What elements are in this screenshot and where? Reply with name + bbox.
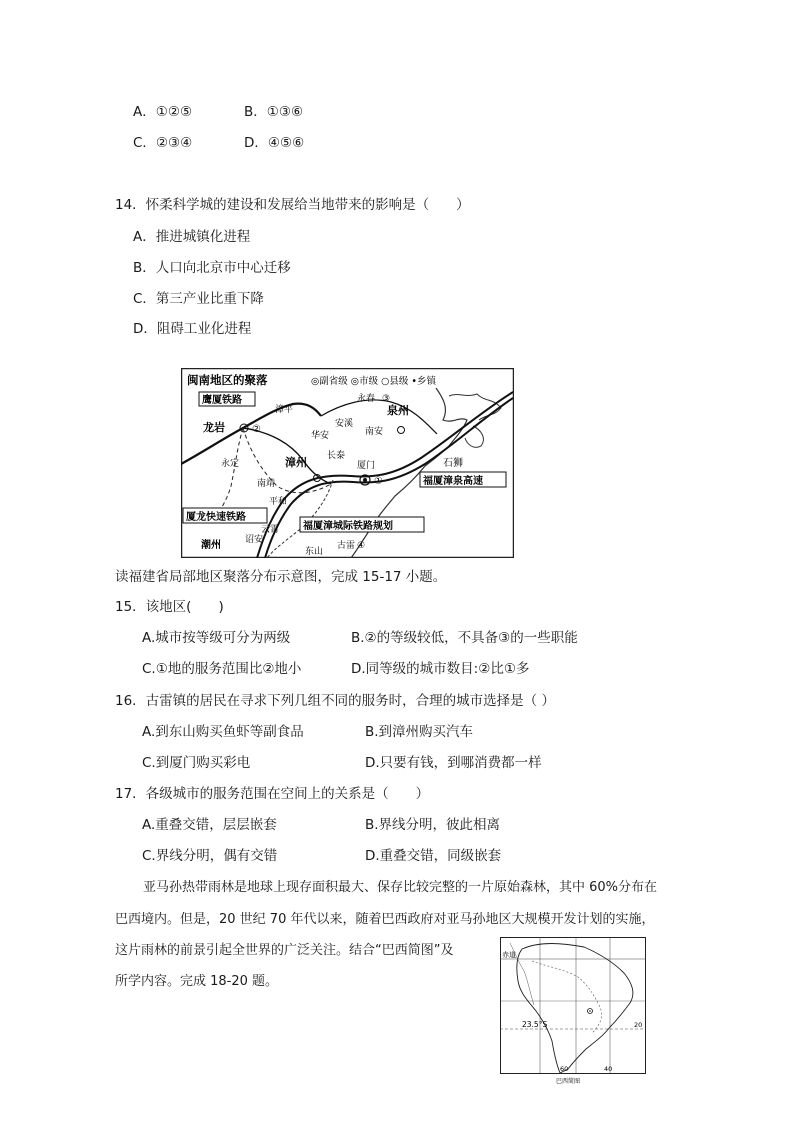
q13-option-c: C．②③④ (133, 135, 193, 151)
brazil-sketch-map (500, 937, 646, 1085)
label-highway: 福厦漳泉高速 (423, 476, 483, 487)
label-equator: 赤道 (502, 951, 516, 959)
place-huaan: 华安 (311, 431, 330, 441)
q17-option-d: D.重叠交错，同级嵌套 (365, 848, 502, 864)
map-caption: 巴西简图 (556, 1078, 581, 1085)
q16-stem: 16．古雷镇的居民在寻求下列几组不同的服务时，合理的城市选择是（ ） (115, 693, 555, 709)
intro-15-17: 读福建省局部地区聚落分布示意图，完成 15-17 小题。 (115, 569, 447, 585)
map-legend: ◎副省级 ◎市级 ○县级 •乡镇 (311, 376, 437, 387)
q13-option-a: A．①②⑤ (133, 104, 193, 120)
q17-stem: 17．各级城市的服务范围在空间上的关系是（ ） (115, 786, 430, 802)
place-zhangzhou: 漳州 (285, 456, 307, 469)
place-chaozhou: 潮州 (201, 540, 221, 551)
place-gulei: 古雷 (337, 541, 356, 551)
place-nanjing: 南靖 (257, 479, 276, 489)
place-quanzhou: 泉州 (387, 404, 409, 417)
place-dongshan: 东山 (305, 547, 324, 557)
q17-option-c: C.界线分明，偶有交错 (142, 848, 278, 864)
place-pinghe: 平和 (269, 497, 288, 507)
place-anxi: 安溪 (335, 419, 354, 429)
marker-1: ① (374, 476, 383, 487)
place-longyan: 龙岩 (203, 421, 225, 434)
passage-line-4: 所学内容。完成 18-20 题。 (115, 974, 279, 989)
place-yongding: 永定 (221, 459, 240, 469)
place-xiamen: 厦门 (357, 461, 376, 471)
q15-option-b: B.②的等级较低，不具备③的一些职能 (351, 630, 578, 646)
q16-option-c: C.到厦门购买彩电 (142, 755, 251, 771)
q14-stem: 14．怀柔科学城的建设和发展给当地带来的影响是（ ） (115, 197, 470, 213)
q16-option-b: B.到漳州购买汽车 (365, 724, 474, 740)
place-yongchun: 永春 (357, 394, 376, 404)
q15-option-c: C.①地的服务范围比②地小 (142, 661, 302, 677)
q15-option-a: A.城市按等级可分为两级 (142, 630, 291, 646)
label-yingxia-railway: 鹰厦铁路 (202, 395, 242, 406)
q15-stem: 15．该地区( ) (115, 599, 224, 615)
q16-option-a: A.到东山购买鱼虾等副食品 (142, 724, 304, 740)
passage-line-2: 巴西境内。但是，20 世纪 70 年代以来，随着巴西政府对亚马孙地区大规模开发计划的实施， (115, 912, 655, 927)
map-title: 闽南地区的聚落 (187, 373, 268, 387)
label-lon-60: 60 (560, 1065, 569, 1073)
place-nanan: 南安 (365, 427, 384, 437)
label-lon-40: 40 (604, 1065, 613, 1073)
q16-option-d: D.只要有钱，到哪消费都一样 (365, 755, 542, 771)
marker-3: ③ (382, 394, 391, 404)
place-changtai: 长泰 (327, 451, 346, 461)
fujian-settlement-map (181, 368, 514, 558)
label-intercity: 福厦漳城际铁路规划 (303, 521, 393, 532)
q17-option-a: A.重叠交错，层层嵌套 (142, 817, 277, 833)
q13-option-b: B．①③⑥ (244, 104, 304, 120)
place-shishi: 石狮 (443, 458, 463, 469)
passage-line-1: 亚马孙热带雨林是地球上现存面积最大、保存比较完整的一片原始森林，其中 60%分布在 (143, 880, 658, 895)
q14-option-c: C．第三产业比重下降 (133, 291, 264, 307)
passage-line-3: 这片雨林的前景引起全世界的广泛关注。结合“巴西简图”及 (115, 943, 454, 958)
q14-option-d: D．阻碍工业化进程 (133, 321, 252, 337)
q13-option-d: D．④⑤⑥ (244, 135, 305, 151)
q14-option-a: A．推进城镇化进程 (133, 229, 251, 245)
place-zhangping: 漳平 (275, 405, 294, 415)
marker-2: ② (252, 424, 261, 435)
q14-option-b: B．人口向北京市中心迁移 (133, 260, 291, 276)
label-xialong-railway: 厦龙快速铁路 (186, 512, 246, 523)
label-tropic: 23.5°S (522, 1020, 548, 1029)
place-yunxiao: 云霄 (261, 525, 280, 535)
marker-4: ④ (357, 541, 366, 551)
q15-option-d: D.同等级的城市数目:②比①多 (351, 661, 530, 677)
label-lat-20: 20 (634, 1021, 643, 1029)
place-zhaoan: 诏安 (245, 535, 264, 545)
q17-option-b: B.界线分明，彼此相离 (365, 817, 501, 833)
